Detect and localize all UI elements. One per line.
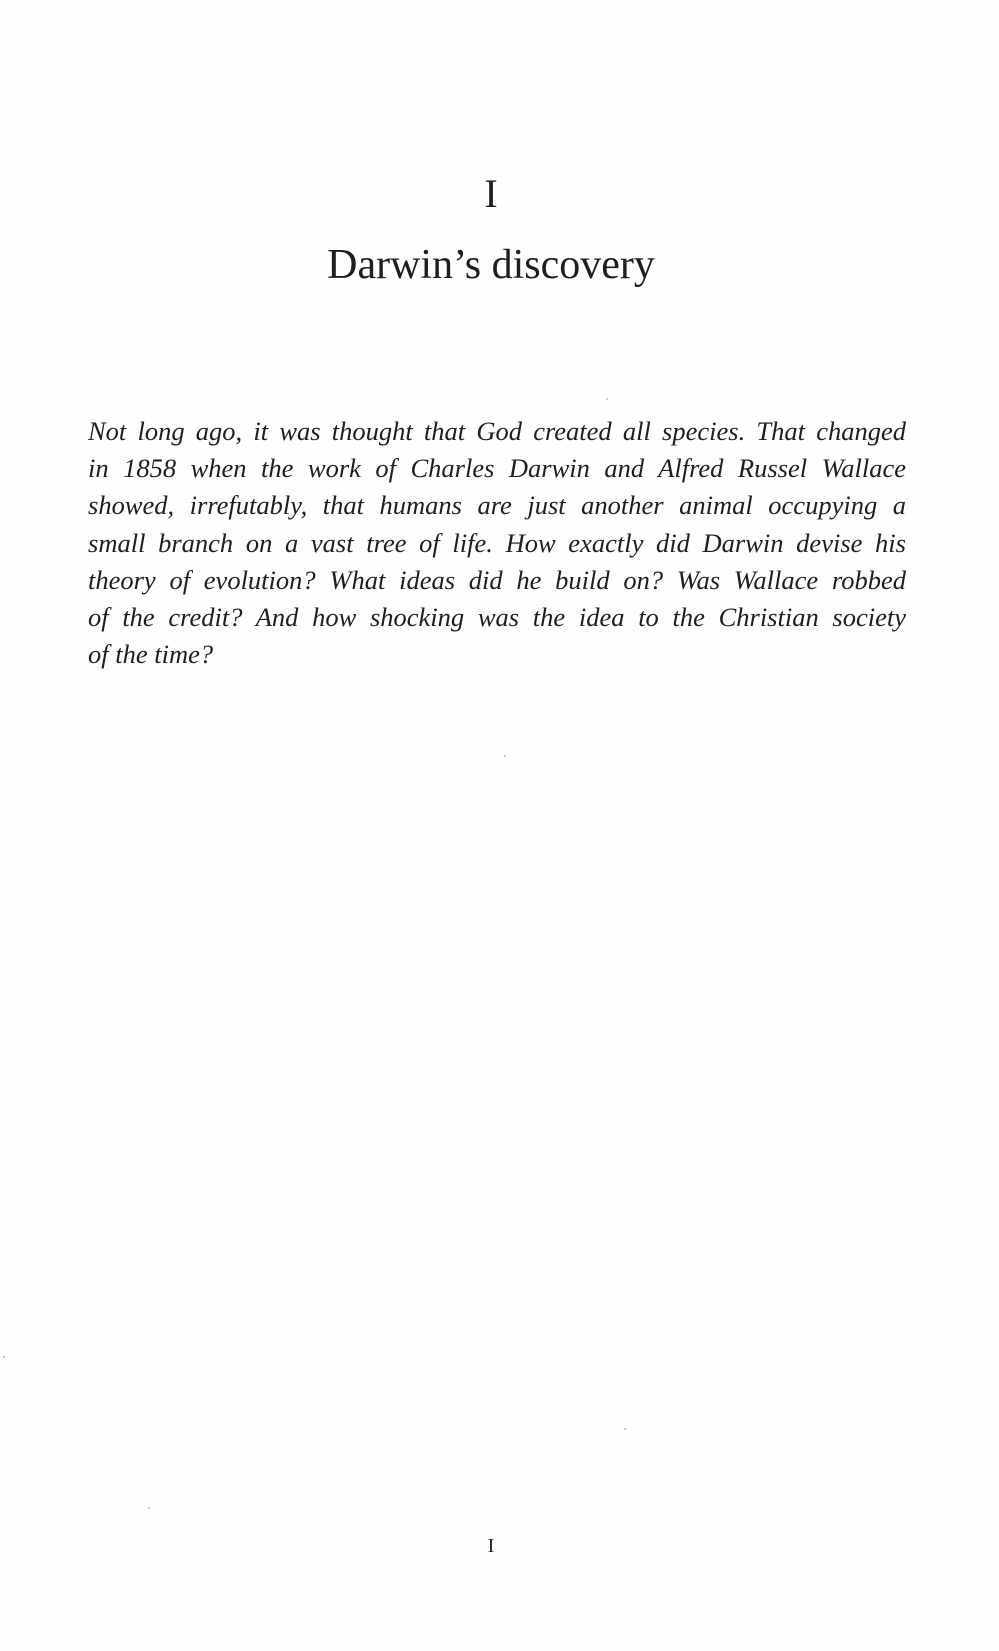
intro-line: of the credit? And how shocking was the idea to the Christian society [88, 602, 906, 633]
intro-line: small branch on a vast tree of life. How exactly did Darwin devise his [88, 527, 906, 558]
scan-speck [3, 1356, 5, 1358]
page-number: I [487, 1535, 495, 1557]
chapter-title: Darwin’s discovery [327, 242, 655, 288]
chapter-intro-paragraph [88, 413, 906, 673]
scan-speck [624, 1428, 626, 1430]
intro-line: theory of evolution? What ideas did he build on? Was Wallace robbed [88, 564, 906, 595]
intro-line: of the time? [88, 639, 214, 670]
intro-line: Not long ago, it was thought that God created all species. That changed [88, 416, 906, 446]
scan-speck [504, 755, 506, 757]
scan-speck [148, 1507, 150, 1509]
intro-line: showed, irrefutably, that humans are just another animal occupying a [88, 490, 906, 521]
scan-speck [606, 398, 608, 400]
intro-line: in 1858 when the work of Charles Darwin and Alfred Russel Wallace [88, 453, 906, 484]
chapter-number: I [484, 171, 498, 216]
